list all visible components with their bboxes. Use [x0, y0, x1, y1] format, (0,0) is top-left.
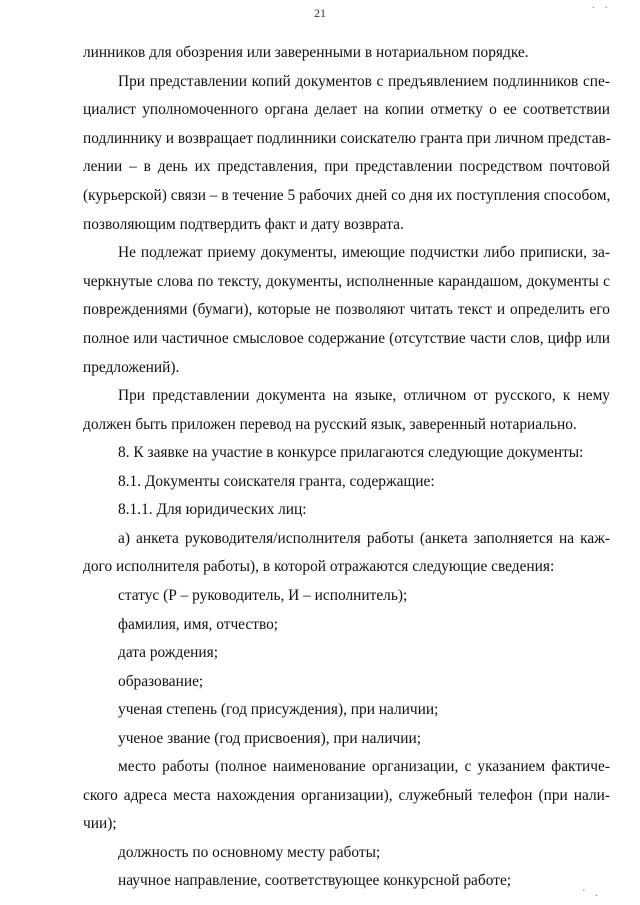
text-line: 8.1. Документы соискателя гранта, содержащие:: [118, 473, 435, 490]
text-line: дого исполнителя работы), в которой отражаются следующие сведения:: [83, 558, 555, 575]
scan-mark-bottom: ' .: [583, 888, 602, 899]
text-line: место работы (полное наименование организации, с указанием фактиче-: [118, 758, 610, 775]
text-line: (курьерской) связи – в течение 5 рабочих дней со дня их поступления способом,: [83, 187, 611, 204]
text-line: При представлении копий документов с предъявлением подлинников спе-: [118, 73, 610, 90]
text-line: линников для обозрения или заверенными в нотариальном порядке.: [83, 44, 529, 61]
text-line: подлиннику и возвращает подлинники соискателю гранта при личном представ-: [83, 130, 611, 147]
text-line: должность по основному месту работы;: [118, 844, 381, 861]
text-line: лении – в день их представления, при представлении посредством почтовой: [83, 158, 610, 175]
text-line: должен быть приложен перевод на русский язык, заверенный нотариально.: [83, 416, 577, 433]
text-line: статус (Р – руководитель, И – исполнитель);: [118, 587, 408, 604]
text-line: ученое звание (год присвоения), при наличии;: [118, 730, 422, 747]
text-line: научное направление, соответствующее конкурсной работе;: [118, 872, 512, 889]
text-line: полное или частичное смысловое содержание (отсутствие части слов, цифр или: [83, 330, 610, 347]
page-number: 21: [314, 6, 326, 20]
text-line: 8.1.1. Для юридических лиц:: [118, 501, 307, 518]
text-line: 8. К заявке на участие в конкурсе прилагаются следующие документы:: [118, 444, 584, 461]
scan-mark-top: . .: [592, 0, 612, 11]
text-line: При представлении документа на языке, отличном от русского, к нему: [118, 387, 610, 404]
text-line: образование;: [118, 673, 204, 690]
text-line: черкнутые слова по тексту, документы, исполненные карандашом, документы с: [83, 273, 610, 290]
text-line: ского адреса места нахождения организации), служебный телефон (при нали-: [83, 787, 610, 804]
text-line: а) анкета руководителя/исполнителя работы (анкета заполняется на каж-: [118, 530, 610, 547]
text-line: предложений).: [83, 359, 180, 376]
text-line: ученая степень (год присуждения), при наличии;: [118, 701, 439, 718]
text-line: позволяющим подтвердить факт и дату возврата.: [83, 216, 404, 233]
text-line: повреждениями (бумаги), которые не позволяют читать текст и определить его: [83, 301, 610, 318]
text-line: дата рождения;: [118, 644, 218, 661]
text-line: Не подлежат приему документы, имеющие подчистки либо приписки, за-: [118, 244, 610, 261]
text-line: циалист уполномоченного органа делает на копии отметку о ее соответствии: [83, 101, 610, 118]
text-line: фамилия, имя, отчество;: [118, 616, 279, 633]
text-line: чии);: [83, 815, 117, 832]
